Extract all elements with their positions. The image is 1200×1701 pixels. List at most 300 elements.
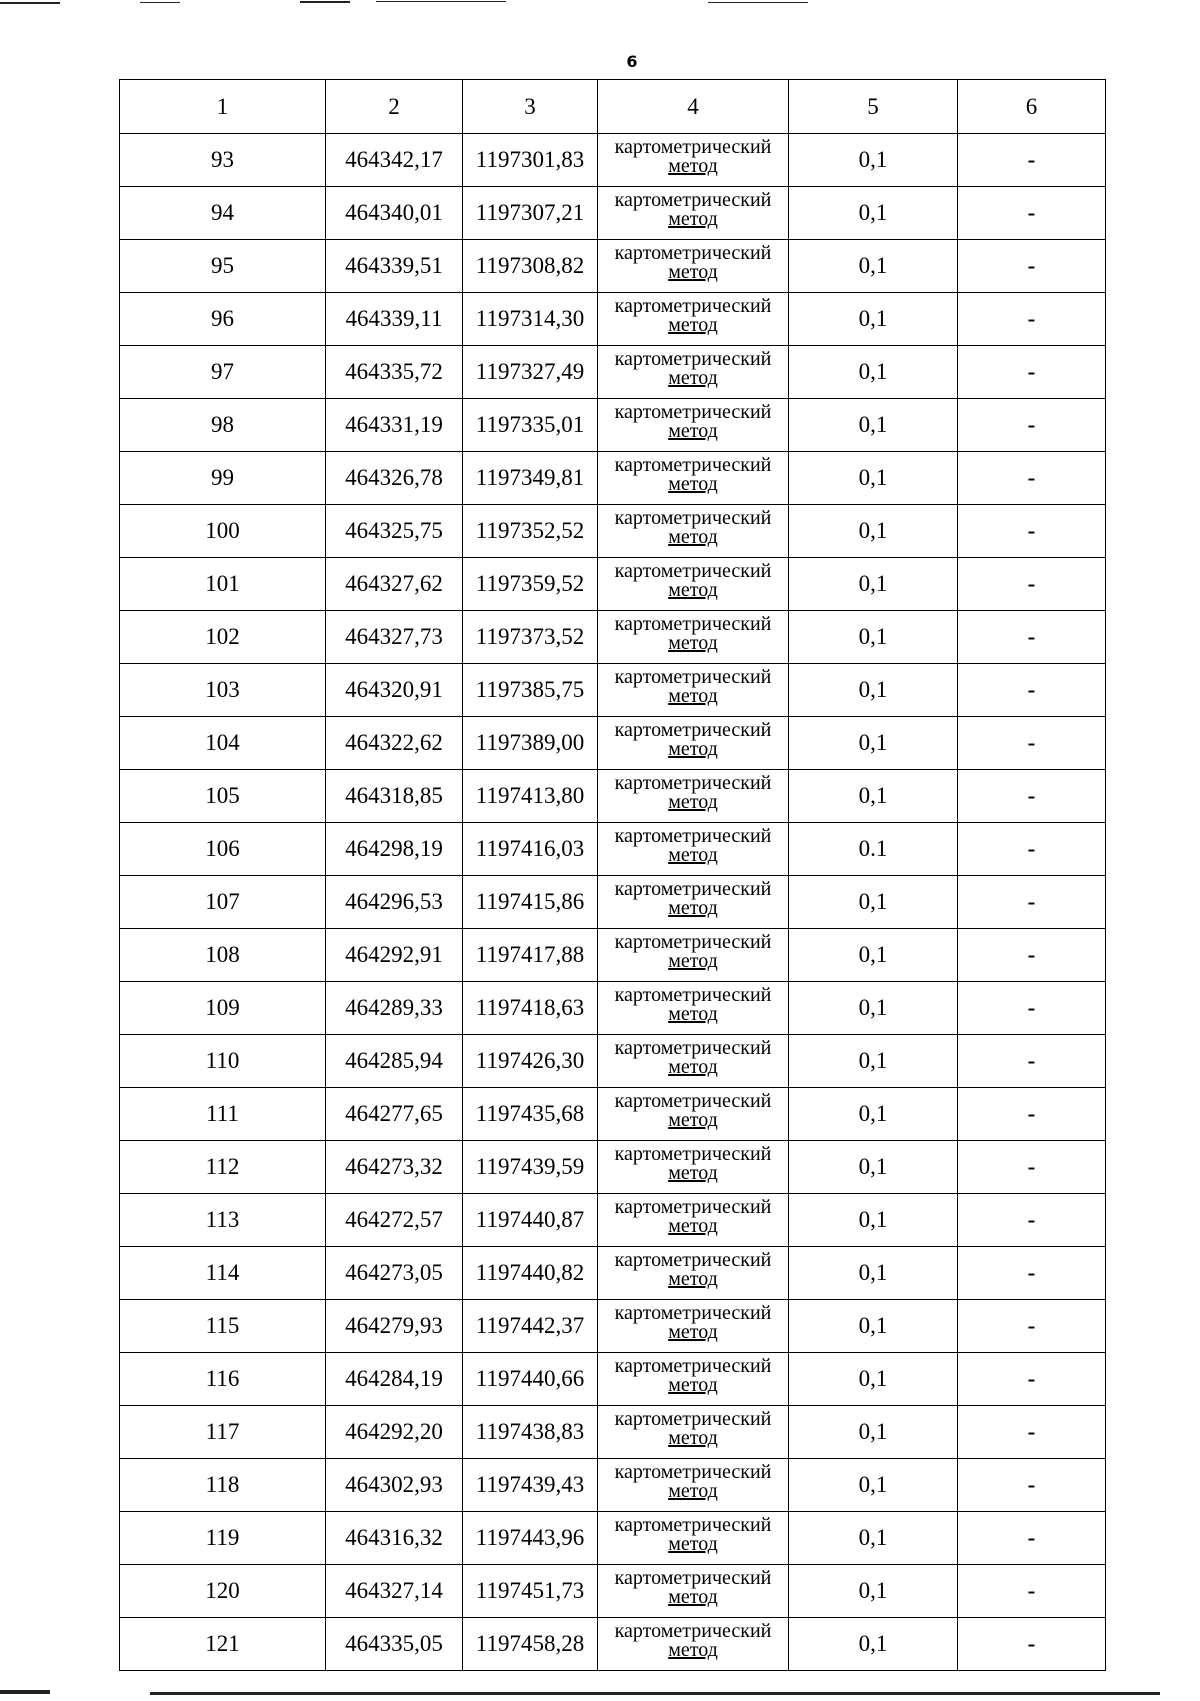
point-number-cell: 116 xyxy=(120,1353,326,1406)
point-number-cell: 112 xyxy=(120,1141,326,1194)
method-text-line1: картометрический xyxy=(614,719,772,741)
note-cell xyxy=(958,346,1106,399)
table-row xyxy=(120,717,1106,770)
method-text-line1: картометрический xyxy=(614,136,772,158)
note-cell xyxy=(958,1141,1106,1194)
accuracy-cell: 0,1 xyxy=(789,134,958,187)
y-coordinate-cell: 1197458,28 xyxy=(463,1618,598,1671)
y-coordinate-cell: 1197426,30 xyxy=(463,1035,598,1088)
method-cell xyxy=(598,1141,789,1194)
x-coordinate-cell: 464279,93 xyxy=(326,1300,463,1353)
y-coordinate-cell: 1197335,01 xyxy=(463,399,598,452)
method-cell xyxy=(598,1035,789,1088)
method-text-line2: метод xyxy=(668,1056,718,1078)
table-row xyxy=(120,187,1106,240)
method-text-line2: метод xyxy=(668,844,718,866)
y-coordinate-cell: 1197314,30 xyxy=(463,293,598,346)
note-cell xyxy=(958,929,1106,982)
x-coordinate-cell: 464320,91 xyxy=(326,664,463,717)
table-row xyxy=(120,1088,1106,1141)
x-coordinate-cell: 464273,32 xyxy=(326,1141,463,1194)
method-text-line1: картометрический xyxy=(614,1090,772,1112)
method-text-line1: картометрический xyxy=(614,1514,772,1536)
method-text-line1: картометрический xyxy=(614,878,772,900)
accuracy-cell: 0,1 xyxy=(789,1565,958,1618)
x-coordinate-cell: 464273,05 xyxy=(326,1247,463,1300)
note-cell xyxy=(958,1088,1106,1141)
method-text-line1: картометрический xyxy=(614,1461,772,1483)
note-dash: - xyxy=(1027,624,1036,649)
y-coordinate-cell: 1197373,52 xyxy=(463,611,598,664)
method-text-line1: картометрический xyxy=(614,1196,772,1218)
method-text-line2: метод xyxy=(668,1533,718,1555)
method-text-line2: метод xyxy=(668,1268,718,1290)
point-number-cell: 94 xyxy=(120,187,326,240)
note-dash: - xyxy=(1027,306,1036,331)
y-coordinate-cell: 1197435,68 xyxy=(463,1088,598,1141)
scan-artifact-top-3 xyxy=(300,1,350,3)
method-text-line2: метод xyxy=(668,420,718,442)
note-dash: - xyxy=(1027,1419,1036,1444)
y-coordinate-cell: 1197415,86 xyxy=(463,876,598,929)
method-text-line2: метод xyxy=(668,632,718,654)
method-text-line2: метод xyxy=(668,367,718,389)
scan-artifact-top-4 xyxy=(376,1,506,2)
method-text-line2: метод xyxy=(668,1321,718,1343)
x-coordinate-cell: 464335,05 xyxy=(326,1618,463,1671)
point-number-cell: 106 xyxy=(120,823,326,876)
header-col-3: 3 xyxy=(463,80,598,134)
note-dash: - xyxy=(1027,942,1036,967)
method-text-line2: метод xyxy=(668,685,718,707)
table-row xyxy=(120,558,1106,611)
accuracy-cell: 0,1 xyxy=(789,664,958,717)
y-coordinate-cell: 1197413,80 xyxy=(463,770,598,823)
table-row xyxy=(120,399,1106,452)
table-row xyxy=(120,770,1106,823)
table-row xyxy=(120,1035,1106,1088)
note-dash: - xyxy=(1027,1154,1036,1179)
x-coordinate-cell: 464335,72 xyxy=(326,346,463,399)
accuracy-cell: 0,1 xyxy=(789,876,958,929)
method-text-line2: метод xyxy=(668,473,718,495)
note-cell xyxy=(958,1300,1106,1353)
method-text-line1: картометрический xyxy=(614,613,772,635)
y-coordinate-cell: 1197385,75 xyxy=(463,664,598,717)
y-coordinate-cell: 1197440,87 xyxy=(463,1194,598,1247)
point-number-cell: 93 xyxy=(120,134,326,187)
y-coordinate-cell: 1197359,52 xyxy=(463,558,598,611)
note-dash: - xyxy=(1027,412,1036,437)
table-row xyxy=(120,929,1106,982)
note-cell xyxy=(958,293,1106,346)
y-coordinate-cell: 1197439,59 xyxy=(463,1141,598,1194)
point-number-cell: 117 xyxy=(120,1406,326,1459)
table-header-row xyxy=(120,80,1106,134)
point-number-cell: 107 xyxy=(120,876,326,929)
point-number-cell: 120 xyxy=(120,1565,326,1618)
note-cell xyxy=(958,1618,1106,1671)
note-dash: - xyxy=(1027,1472,1036,1497)
note-dash: - xyxy=(1027,730,1036,755)
point-number-cell: 105 xyxy=(120,770,326,823)
method-text-line1: картометрический xyxy=(614,1302,772,1324)
y-coordinate-cell: 1197439,43 xyxy=(463,1459,598,1512)
accuracy-cell: 0,1 xyxy=(789,929,958,982)
accuracy-cell: 0,1 xyxy=(789,293,958,346)
note-cell xyxy=(958,1194,1106,1247)
table-row xyxy=(120,1353,1106,1406)
note-dash: - xyxy=(1027,783,1036,808)
method-text-line2: метод xyxy=(668,791,718,813)
method-text-line2: метод xyxy=(668,897,718,919)
method-cell xyxy=(598,1618,789,1671)
method-cell xyxy=(598,770,789,823)
x-coordinate-cell: 464316,32 xyxy=(326,1512,463,1565)
note-cell xyxy=(958,240,1106,293)
method-cell xyxy=(598,823,789,876)
x-coordinate-cell: 464327,73 xyxy=(326,611,463,664)
y-coordinate-cell: 1197327,49 xyxy=(463,346,598,399)
point-number-cell: 115 xyxy=(120,1300,326,1353)
method-text-line1: картометрический xyxy=(614,560,772,582)
accuracy-cell: 0,1 xyxy=(789,1141,958,1194)
point-number-cell: 104 xyxy=(120,717,326,770)
method-text-line2: метод xyxy=(668,1374,718,1396)
y-coordinate-cell: 1197418,63 xyxy=(463,982,598,1035)
accuracy-cell: 0,1 xyxy=(789,1194,958,1247)
method-text-line1: картометрический xyxy=(614,242,772,264)
method-text-line2: метод xyxy=(668,1427,718,1449)
note-cell xyxy=(958,611,1106,664)
accuracy-cell: 0,1 xyxy=(789,1618,958,1671)
table-row xyxy=(120,1512,1106,1565)
method-text-line2: метод xyxy=(668,1586,718,1608)
note-dash: - xyxy=(1027,1260,1036,1285)
note-cell xyxy=(958,134,1106,187)
method-text-line2: метод xyxy=(668,155,718,177)
accuracy-cell: 0,1 xyxy=(789,717,958,770)
method-text-line2: метод xyxy=(668,738,718,760)
accuracy-cell: 0,1 xyxy=(789,982,958,1035)
method-text-line1: картометрический xyxy=(614,454,772,476)
point-number-cell: 97 xyxy=(120,346,326,399)
note-cell xyxy=(958,505,1106,558)
x-coordinate-cell: 464292,20 xyxy=(326,1406,463,1459)
note-cell xyxy=(958,1565,1106,1618)
table-row xyxy=(120,1247,1106,1300)
header-col-2: 2 xyxy=(326,80,463,134)
method-cell xyxy=(598,452,789,505)
method-text-line2: метод xyxy=(668,1215,718,1237)
method-cell xyxy=(598,505,789,558)
note-cell xyxy=(958,1247,1106,1300)
point-number-cell: 99 xyxy=(120,452,326,505)
note-cell xyxy=(958,1459,1106,1512)
table-body xyxy=(120,80,1106,1671)
x-coordinate-cell: 464284,19 xyxy=(326,1353,463,1406)
method-cell xyxy=(598,1088,789,1141)
note-dash: - xyxy=(1027,253,1036,278)
accuracy-cell: 0,1 xyxy=(789,1459,958,1512)
x-coordinate-cell: 464292,91 xyxy=(326,929,463,982)
point-number-cell: 110 xyxy=(120,1035,326,1088)
y-coordinate-cell: 1197417,88 xyxy=(463,929,598,982)
method-text-line2: метод xyxy=(668,1639,718,1661)
note-dash: - xyxy=(1027,1313,1036,1338)
note-cell xyxy=(958,770,1106,823)
method-text-line2: метод xyxy=(668,526,718,548)
y-coordinate-cell: 1197352,52 xyxy=(463,505,598,558)
note-dash: - xyxy=(1027,200,1036,225)
table-row xyxy=(120,1300,1106,1353)
x-coordinate-cell: 464339,51 xyxy=(326,240,463,293)
x-coordinate-cell: 464340,01 xyxy=(326,187,463,240)
method-cell xyxy=(598,240,789,293)
method-text-line2: метод xyxy=(668,261,718,283)
accuracy-cell: 0,1 xyxy=(789,611,958,664)
method-cell xyxy=(598,1300,789,1353)
point-number-cell: 103 xyxy=(120,664,326,717)
page-number: 6 xyxy=(626,52,638,71)
x-coordinate-cell: 464277,65 xyxy=(326,1088,463,1141)
method-text-line1: картометрический xyxy=(614,401,772,423)
note-cell xyxy=(958,1353,1106,1406)
point-number-cell: 111 xyxy=(120,1088,326,1141)
x-coordinate-cell: 464339,11 xyxy=(326,293,463,346)
accuracy-cell: 0,1 xyxy=(789,452,958,505)
accuracy-cell: 0,1 xyxy=(789,1512,958,1565)
method-cell xyxy=(598,293,789,346)
y-coordinate-cell: 1197416,03 xyxy=(463,823,598,876)
table-row xyxy=(120,1618,1106,1671)
header-col-1: 1 xyxy=(120,80,326,134)
note-cell xyxy=(958,1512,1106,1565)
note-dash: - xyxy=(1027,995,1036,1020)
table-row xyxy=(120,823,1106,876)
method-cell xyxy=(598,1406,789,1459)
method-text-line1: картометрический xyxy=(614,931,772,953)
accuracy-cell: 0,1 xyxy=(789,240,958,293)
method-cell xyxy=(598,1512,789,1565)
table-row xyxy=(120,346,1106,399)
note-dash: - xyxy=(1027,465,1036,490)
table-row xyxy=(120,240,1106,293)
table-row xyxy=(120,1459,1106,1512)
method-cell xyxy=(598,1565,789,1618)
header-col-5: 5 xyxy=(789,80,958,134)
table-row xyxy=(120,134,1106,187)
note-dash: - xyxy=(1027,836,1036,861)
method-cell xyxy=(598,611,789,664)
table-row xyxy=(120,982,1106,1035)
x-coordinate-cell: 464326,78 xyxy=(326,452,463,505)
method-cell xyxy=(598,982,789,1035)
x-coordinate-cell: 464325,75 xyxy=(326,505,463,558)
note-cell xyxy=(958,717,1106,770)
note-dash: - xyxy=(1027,1631,1036,1656)
x-coordinate-cell: 464289,33 xyxy=(326,982,463,1035)
note-dash: - xyxy=(1027,1525,1036,1550)
accuracy-cell: 0,1 xyxy=(789,187,958,240)
method-text-line2: метод xyxy=(668,1480,718,1502)
point-number-cell: 96 xyxy=(120,293,326,346)
method-cell xyxy=(598,664,789,717)
y-coordinate-cell: 1197389,00 xyxy=(463,717,598,770)
method-cell xyxy=(598,134,789,187)
method-text-line1: картометрический xyxy=(614,825,772,847)
y-coordinate-cell: 1197308,82 xyxy=(463,240,598,293)
accuracy-cell: 0,1 xyxy=(789,1088,958,1141)
table-row xyxy=(120,1194,1106,1247)
x-coordinate-cell: 464322,62 xyxy=(326,717,463,770)
point-number-cell: 102 xyxy=(120,611,326,664)
method-text-line1: картометрический xyxy=(614,1567,772,1589)
note-cell xyxy=(958,876,1106,929)
y-coordinate-cell: 1197451,73 xyxy=(463,1565,598,1618)
accuracy-cell: 0,1 xyxy=(789,505,958,558)
method-cell xyxy=(598,1247,789,1300)
method-text-line2: метод xyxy=(668,208,718,230)
method-text-line2: метод xyxy=(668,1003,718,1025)
x-coordinate-cell: 464272,57 xyxy=(326,1194,463,1247)
note-cell xyxy=(958,664,1106,717)
y-coordinate-cell: 1197443,96 xyxy=(463,1512,598,1565)
note-cell xyxy=(958,1406,1106,1459)
method-cell xyxy=(598,346,789,399)
method-text-line1: картометрический xyxy=(614,984,772,1006)
point-number-cell: 119 xyxy=(120,1512,326,1565)
note-cell xyxy=(958,823,1106,876)
y-coordinate-cell: 1197440,82 xyxy=(463,1247,598,1300)
accuracy-cell: 0,1 xyxy=(789,399,958,452)
method-text-line2: метод xyxy=(668,1162,718,1184)
method-text-line1: картометрический xyxy=(614,1143,772,1165)
method-cell xyxy=(598,1194,789,1247)
accuracy-cell: 0,1 xyxy=(789,1300,958,1353)
method-text-line2: метод xyxy=(668,950,718,972)
point-number-cell: 114 xyxy=(120,1247,326,1300)
point-number-cell: 101 xyxy=(120,558,326,611)
accuracy-cell: 0,1 xyxy=(789,1035,958,1088)
point-number-cell: 113 xyxy=(120,1194,326,1247)
method-text-line1: картометрический xyxy=(614,348,772,370)
scan-artifact-bottom-1 xyxy=(0,1690,50,1694)
method-text-line1: картометрический xyxy=(614,1037,772,1059)
x-coordinate-cell: 464318,85 xyxy=(326,770,463,823)
note-cell xyxy=(958,558,1106,611)
x-coordinate-cell: 464342,17 xyxy=(326,134,463,187)
y-coordinate-cell: 1197438,83 xyxy=(463,1406,598,1459)
method-text-line1: картометрический xyxy=(614,1620,772,1642)
note-dash: - xyxy=(1027,1048,1036,1073)
method-text-line1: картометрический xyxy=(614,189,772,211)
note-cell xyxy=(958,982,1106,1035)
x-coordinate-cell: 464327,62 xyxy=(326,558,463,611)
method-text-line1: картометрический xyxy=(614,772,772,794)
note-cell xyxy=(958,187,1106,240)
table-row xyxy=(120,452,1106,505)
table-row xyxy=(120,664,1106,717)
coordinates-table xyxy=(119,79,1106,1671)
method-text-line1: картометрический xyxy=(614,666,772,688)
y-coordinate-cell: 1197349,81 xyxy=(463,452,598,505)
table-row xyxy=(120,1406,1106,1459)
point-number-cell: 108 xyxy=(120,929,326,982)
note-cell xyxy=(958,452,1106,505)
method-cell xyxy=(598,399,789,452)
accuracy-cell: 0,1 xyxy=(789,1247,958,1300)
y-coordinate-cell: 1197307,21 xyxy=(463,187,598,240)
point-number-cell: 95 xyxy=(120,240,326,293)
method-cell xyxy=(598,558,789,611)
table-row xyxy=(120,611,1106,664)
note-dash: - xyxy=(1027,677,1036,702)
method-text-line1: картометрический xyxy=(614,1249,772,1271)
table-row xyxy=(120,293,1106,346)
table-row xyxy=(120,876,1106,929)
scan-artifact-bottom-2 xyxy=(150,1692,1160,1695)
x-coordinate-cell: 464298,19 xyxy=(326,823,463,876)
header-col-6: 6 xyxy=(958,80,1106,134)
method-text-line2: метод xyxy=(668,1109,718,1131)
method-cell xyxy=(598,1459,789,1512)
table-row xyxy=(120,505,1106,558)
point-number-cell: 118 xyxy=(120,1459,326,1512)
method-cell xyxy=(598,1353,789,1406)
accuracy-cell: 0,1 xyxy=(789,558,958,611)
method-text-line2: метод xyxy=(668,579,718,601)
header-col-4: 4 xyxy=(598,80,789,134)
note-dash: - xyxy=(1027,1101,1036,1126)
y-coordinate-cell: 1197442,37 xyxy=(463,1300,598,1353)
method-cell xyxy=(598,929,789,982)
note-dash: - xyxy=(1027,1366,1036,1391)
method-cell xyxy=(598,876,789,929)
note-dash: - xyxy=(1027,1578,1036,1603)
point-number-cell: 121 xyxy=(120,1618,326,1671)
accuracy-cell: 0.1 xyxy=(789,823,958,876)
note-cell xyxy=(958,399,1106,452)
x-coordinate-cell: 464285,94 xyxy=(326,1035,463,1088)
method-text-line1: картометрический xyxy=(614,1355,772,1377)
method-text-line1: картометрический xyxy=(614,1408,772,1430)
note-dash: - xyxy=(1027,518,1036,543)
method-text-line1: картометрический xyxy=(614,295,772,317)
table-row xyxy=(120,1565,1106,1618)
table-row xyxy=(120,1141,1106,1194)
note-dash: - xyxy=(1027,889,1036,914)
y-coordinate-cell: 1197440,66 xyxy=(463,1353,598,1406)
x-coordinate-cell: 464296,53 xyxy=(326,876,463,929)
scan-artifact-top-1 xyxy=(0,2,60,4)
scan-artifact-top-5 xyxy=(708,2,808,3)
method-cell xyxy=(598,717,789,770)
note-dash: - xyxy=(1027,1207,1036,1232)
method-text-line2: метод xyxy=(668,314,718,336)
point-number-cell: 109 xyxy=(120,982,326,1035)
point-number-cell: 98 xyxy=(120,399,326,452)
accuracy-cell: 0,1 xyxy=(789,1406,958,1459)
note-dash: - xyxy=(1027,359,1036,384)
x-coordinate-cell: 464331,19 xyxy=(326,399,463,452)
scan-artifact-top-2 xyxy=(140,2,180,3)
x-coordinate-cell: 464327,14 xyxy=(326,1565,463,1618)
note-dash: - xyxy=(1027,571,1036,596)
point-number-cell: 100 xyxy=(120,505,326,558)
method-text-line1: картометрический xyxy=(614,507,772,529)
accuracy-cell: 0,1 xyxy=(789,346,958,399)
